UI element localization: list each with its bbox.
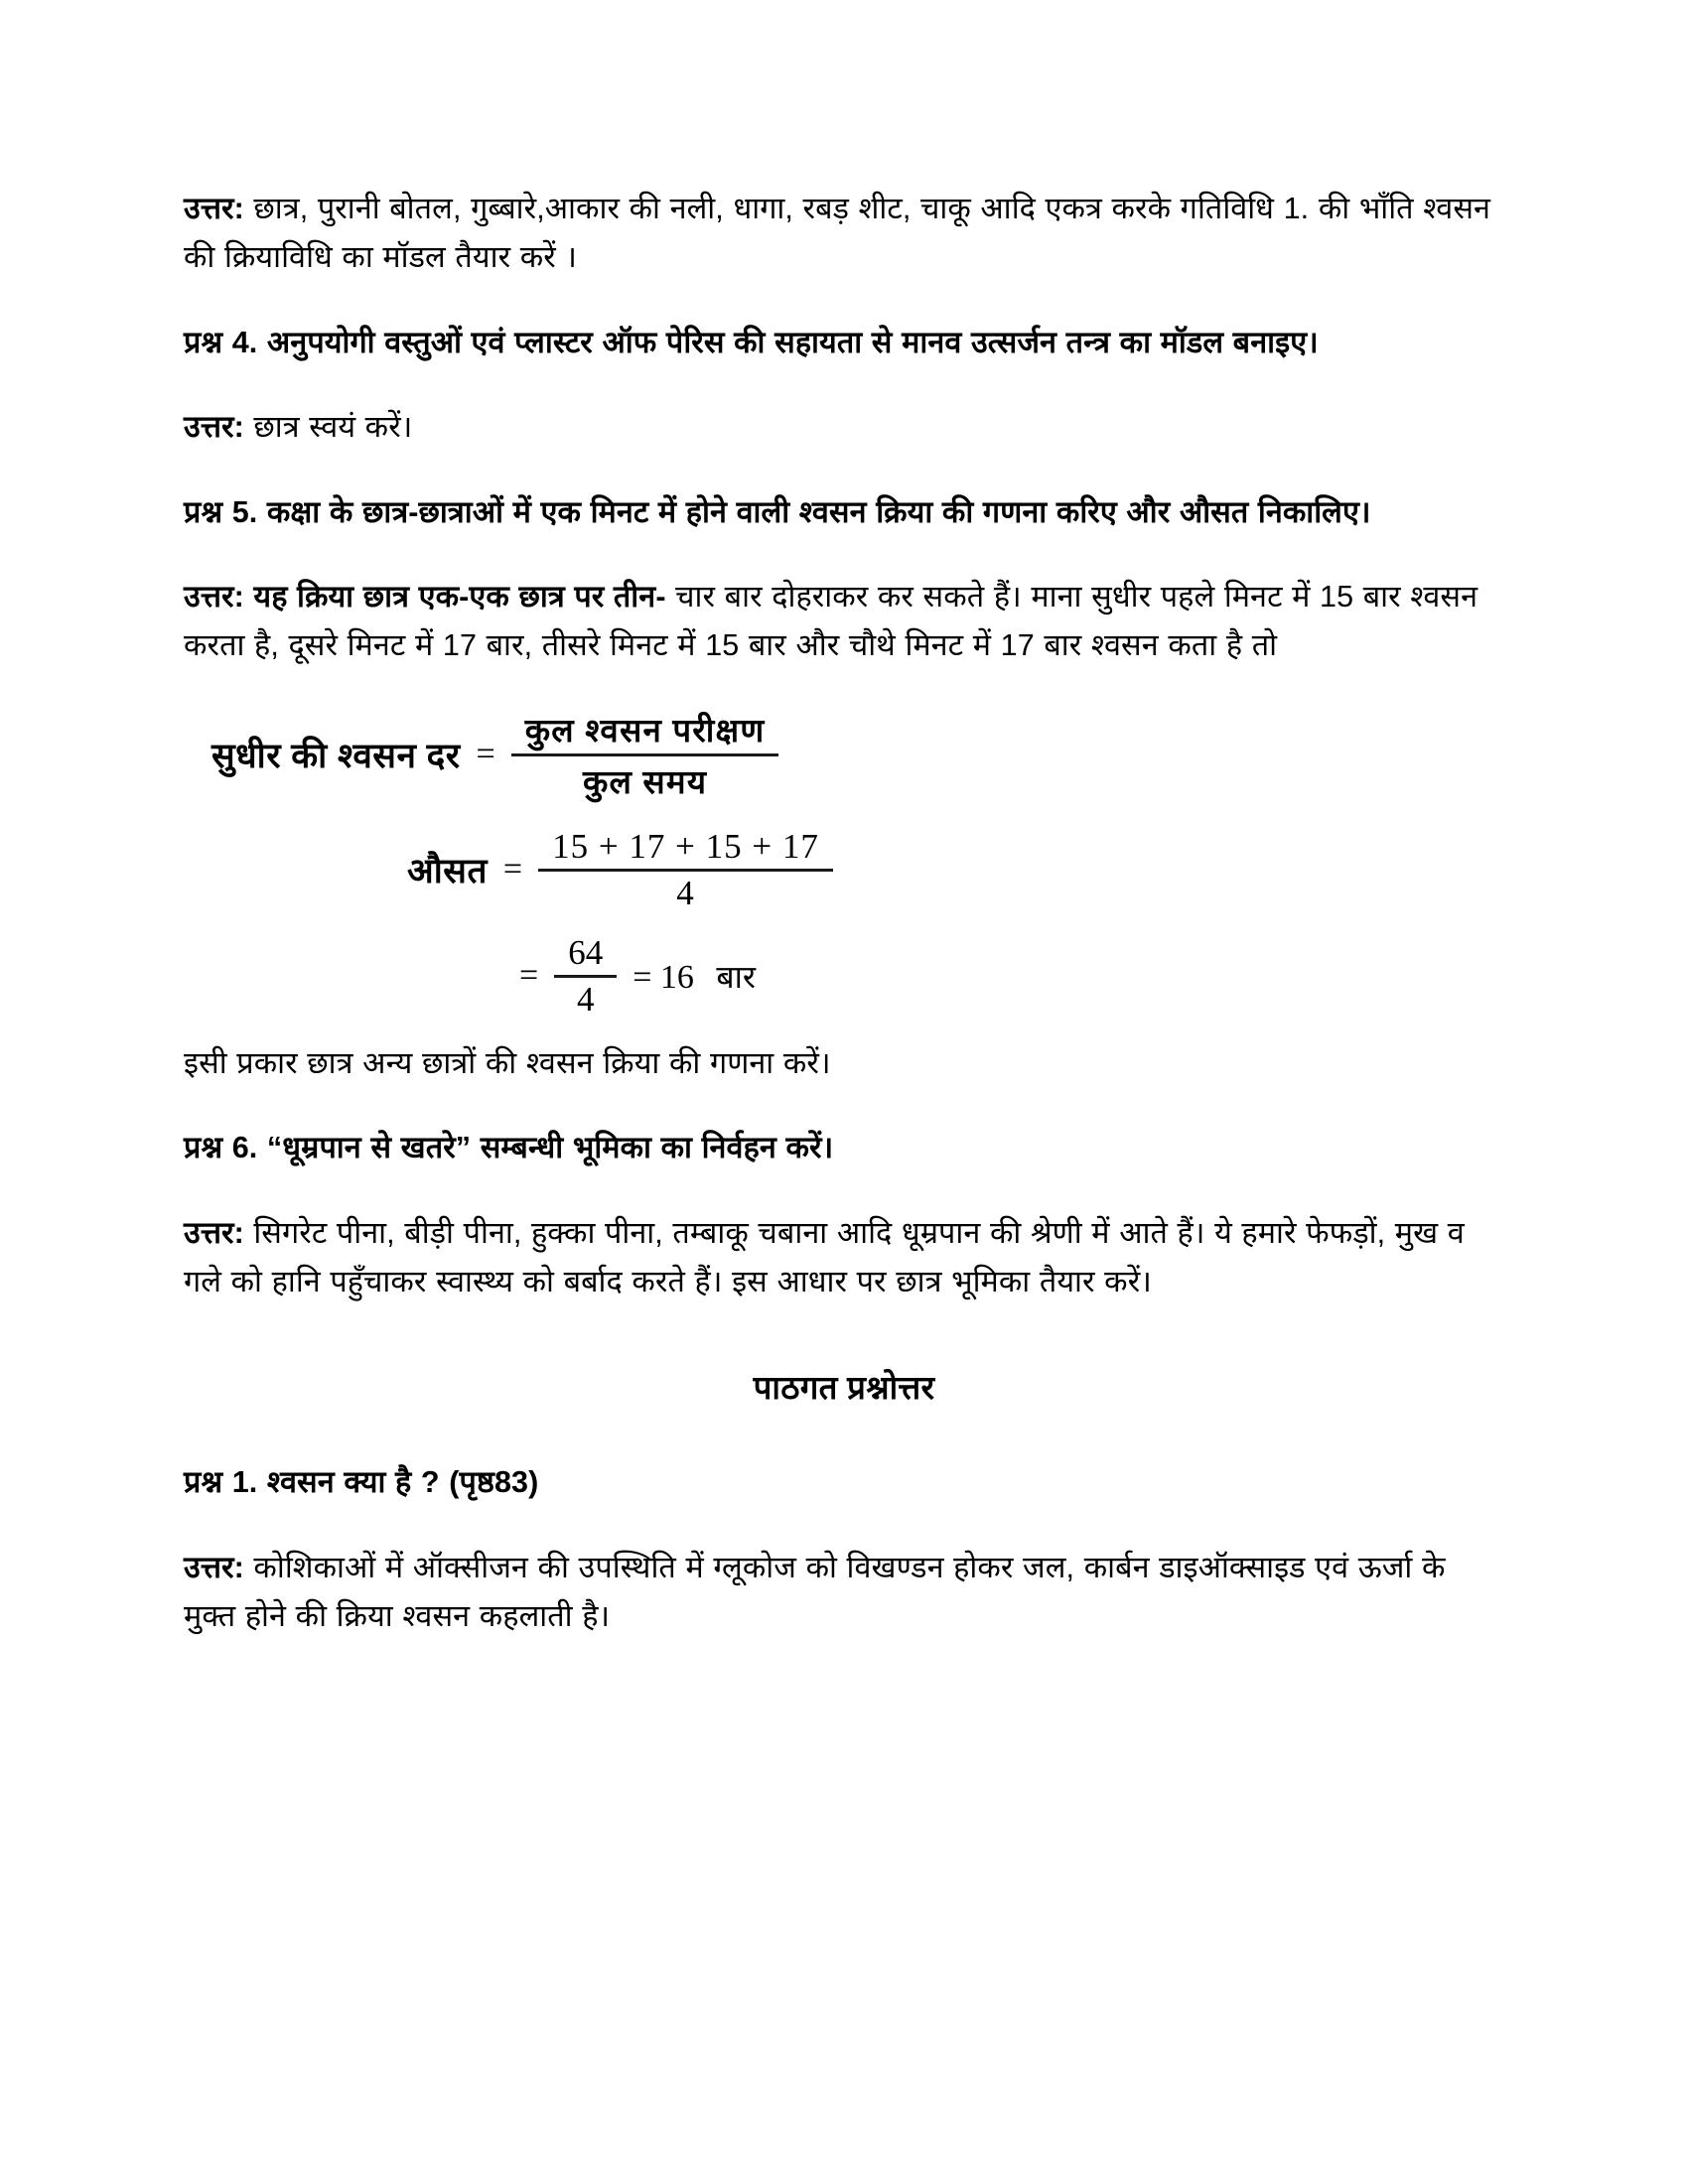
math-line-3-equals-2: =: [633, 958, 652, 996]
section-heading-pathgat: पाठगत प्रश्नोत्तर: [753, 1369, 935, 1407]
answer-block-q1-pathgat: [184, 1544, 1504, 1642]
math-line-3-equals: =: [519, 957, 539, 995]
answer-bold-lead: यह क्रिया छात्र एक-एक छात्र पर तीन-: [243, 580, 666, 614]
answer-label: उत्तर:: [184, 1215, 244, 1250]
math-line-2-equals: =: [502, 851, 523, 888]
answer-text: चार बार दोहराकर कर सकते हैं। माना सुधीर पहले मिनट में 15 बार श्वसन करता है, दूसरे मिनट में 17 बार, तीसरे मिनट में 15 बार और चौथे मिनट में 17 बार श्वसन कता है तो: [184, 580, 1478, 663]
math-line-2: [184, 825, 1504, 915]
answer-text: कोशिकाओं में ऑक्सीजन की उपस्थिति में ग्लूकोज को विखण्डन होकर जल, कार्बन डाइऑक्साइड एवं ऊर्जा के मुक्त होने की क्रिया श्वसन कहलाती है।: [184, 1550, 1446, 1634]
math-line-1-denominator: कुल समय: [582, 762, 708, 800]
math-line-3-unit: बार: [716, 958, 757, 995]
answer-label: उत्तर:: [184, 1550, 244, 1584]
answer-block-q4: [184, 403, 1504, 452]
answer-block-q5: [184, 573, 1504, 671]
question-1-pathgat: प्रश्न 1. श्वसन क्या है ? (पृष्ठ83): [184, 1465, 539, 1500]
math-line-1-lhs: सुधीर की श्वसन दर: [211, 736, 461, 775]
math-line-3-result: [633, 955, 756, 998]
math-line-3-denominator: 4: [576, 979, 595, 1019]
math-line-3-fraction: [554, 931, 617, 1022]
math-line-3: [184, 931, 1504, 1022]
math-line-1: [184, 705, 1504, 805]
question-6: प्रश्न 6. “धूम्रपान से खतरे” सम्बन्धी भूमिका का निर्वहन करें।: [184, 1131, 834, 1165]
math-line-1-numerator: कुल श्वसन परीक्षण: [524, 711, 766, 749]
math-line-2-lhs: औसत: [407, 851, 488, 890]
answer-text: सिगरेट पीना, बीड़ी पीना, हुक्का पीना, तम्बाकू चबाना आदि धूम्रपान की श्रेणी में आते हैं। ये हमारे फेफड़ों, मुख व गले को हानि पहुँचाकर स्वास्थ्य को बर्बाद करते हैं। इस आधार पर छात्र भूमिका तैयार करें।: [184, 1215, 1465, 1299]
math-line-3-value: 16: [659, 958, 694, 996]
answer-label: उत्तर:: [184, 410, 244, 445]
answer-block-q3: [184, 185, 1504, 283]
math-line-1-equals: =: [476, 736, 495, 773]
math-line-3-numerator: 64: [568, 932, 604, 972]
answer-q5-closing: इसी प्रकार छात्र अन्य छात्रों की श्वसन क्रिया की गणना करें।: [184, 1045, 831, 1080]
math-derivation: [184, 705, 1504, 1022]
document-content: [184, 185, 1504, 1678]
answer-label: उत्तर:: [184, 192, 244, 225]
math-line-2-numerator: 15 + 17 + 15 + 17: [552, 826, 819, 866]
answer-block-q6: [184, 1209, 1504, 1307]
answer-text: छात्र, पुरानी बोतल, गुब्बारे,आकार की नली, धागा, रबड़ शीट, चाकू आदि एकत्र करके गतिविधि 1. की भाँति श्वसन की क्रियाविधि का मॉडल तैयार करें ।: [184, 192, 1491, 275]
question-4: प्रश्न 4. अनुपयोगी वस्तुओं एवं प्लास्टर ऑफ पेरिस की सहायता से मानव उत्सर्जन तन्त्र का मॉडल बनाइए।: [184, 325, 1319, 359]
answer-label: उत्तर:: [184, 580, 244, 614]
math-line-2-denominator: 4: [676, 873, 695, 912]
math-line-2-fraction: [538, 825, 833, 915]
math-line-1-fraction: [511, 705, 779, 805]
answer-text: छात्र स्वयं करें।: [243, 410, 413, 445]
question-5: प्रश्न 5. कक्षा के छात्र-छात्राओं में एक मिनट में होने वाली श्वसन क्रिया की गणना करिए और औसत निकालिए।: [184, 494, 1371, 529]
